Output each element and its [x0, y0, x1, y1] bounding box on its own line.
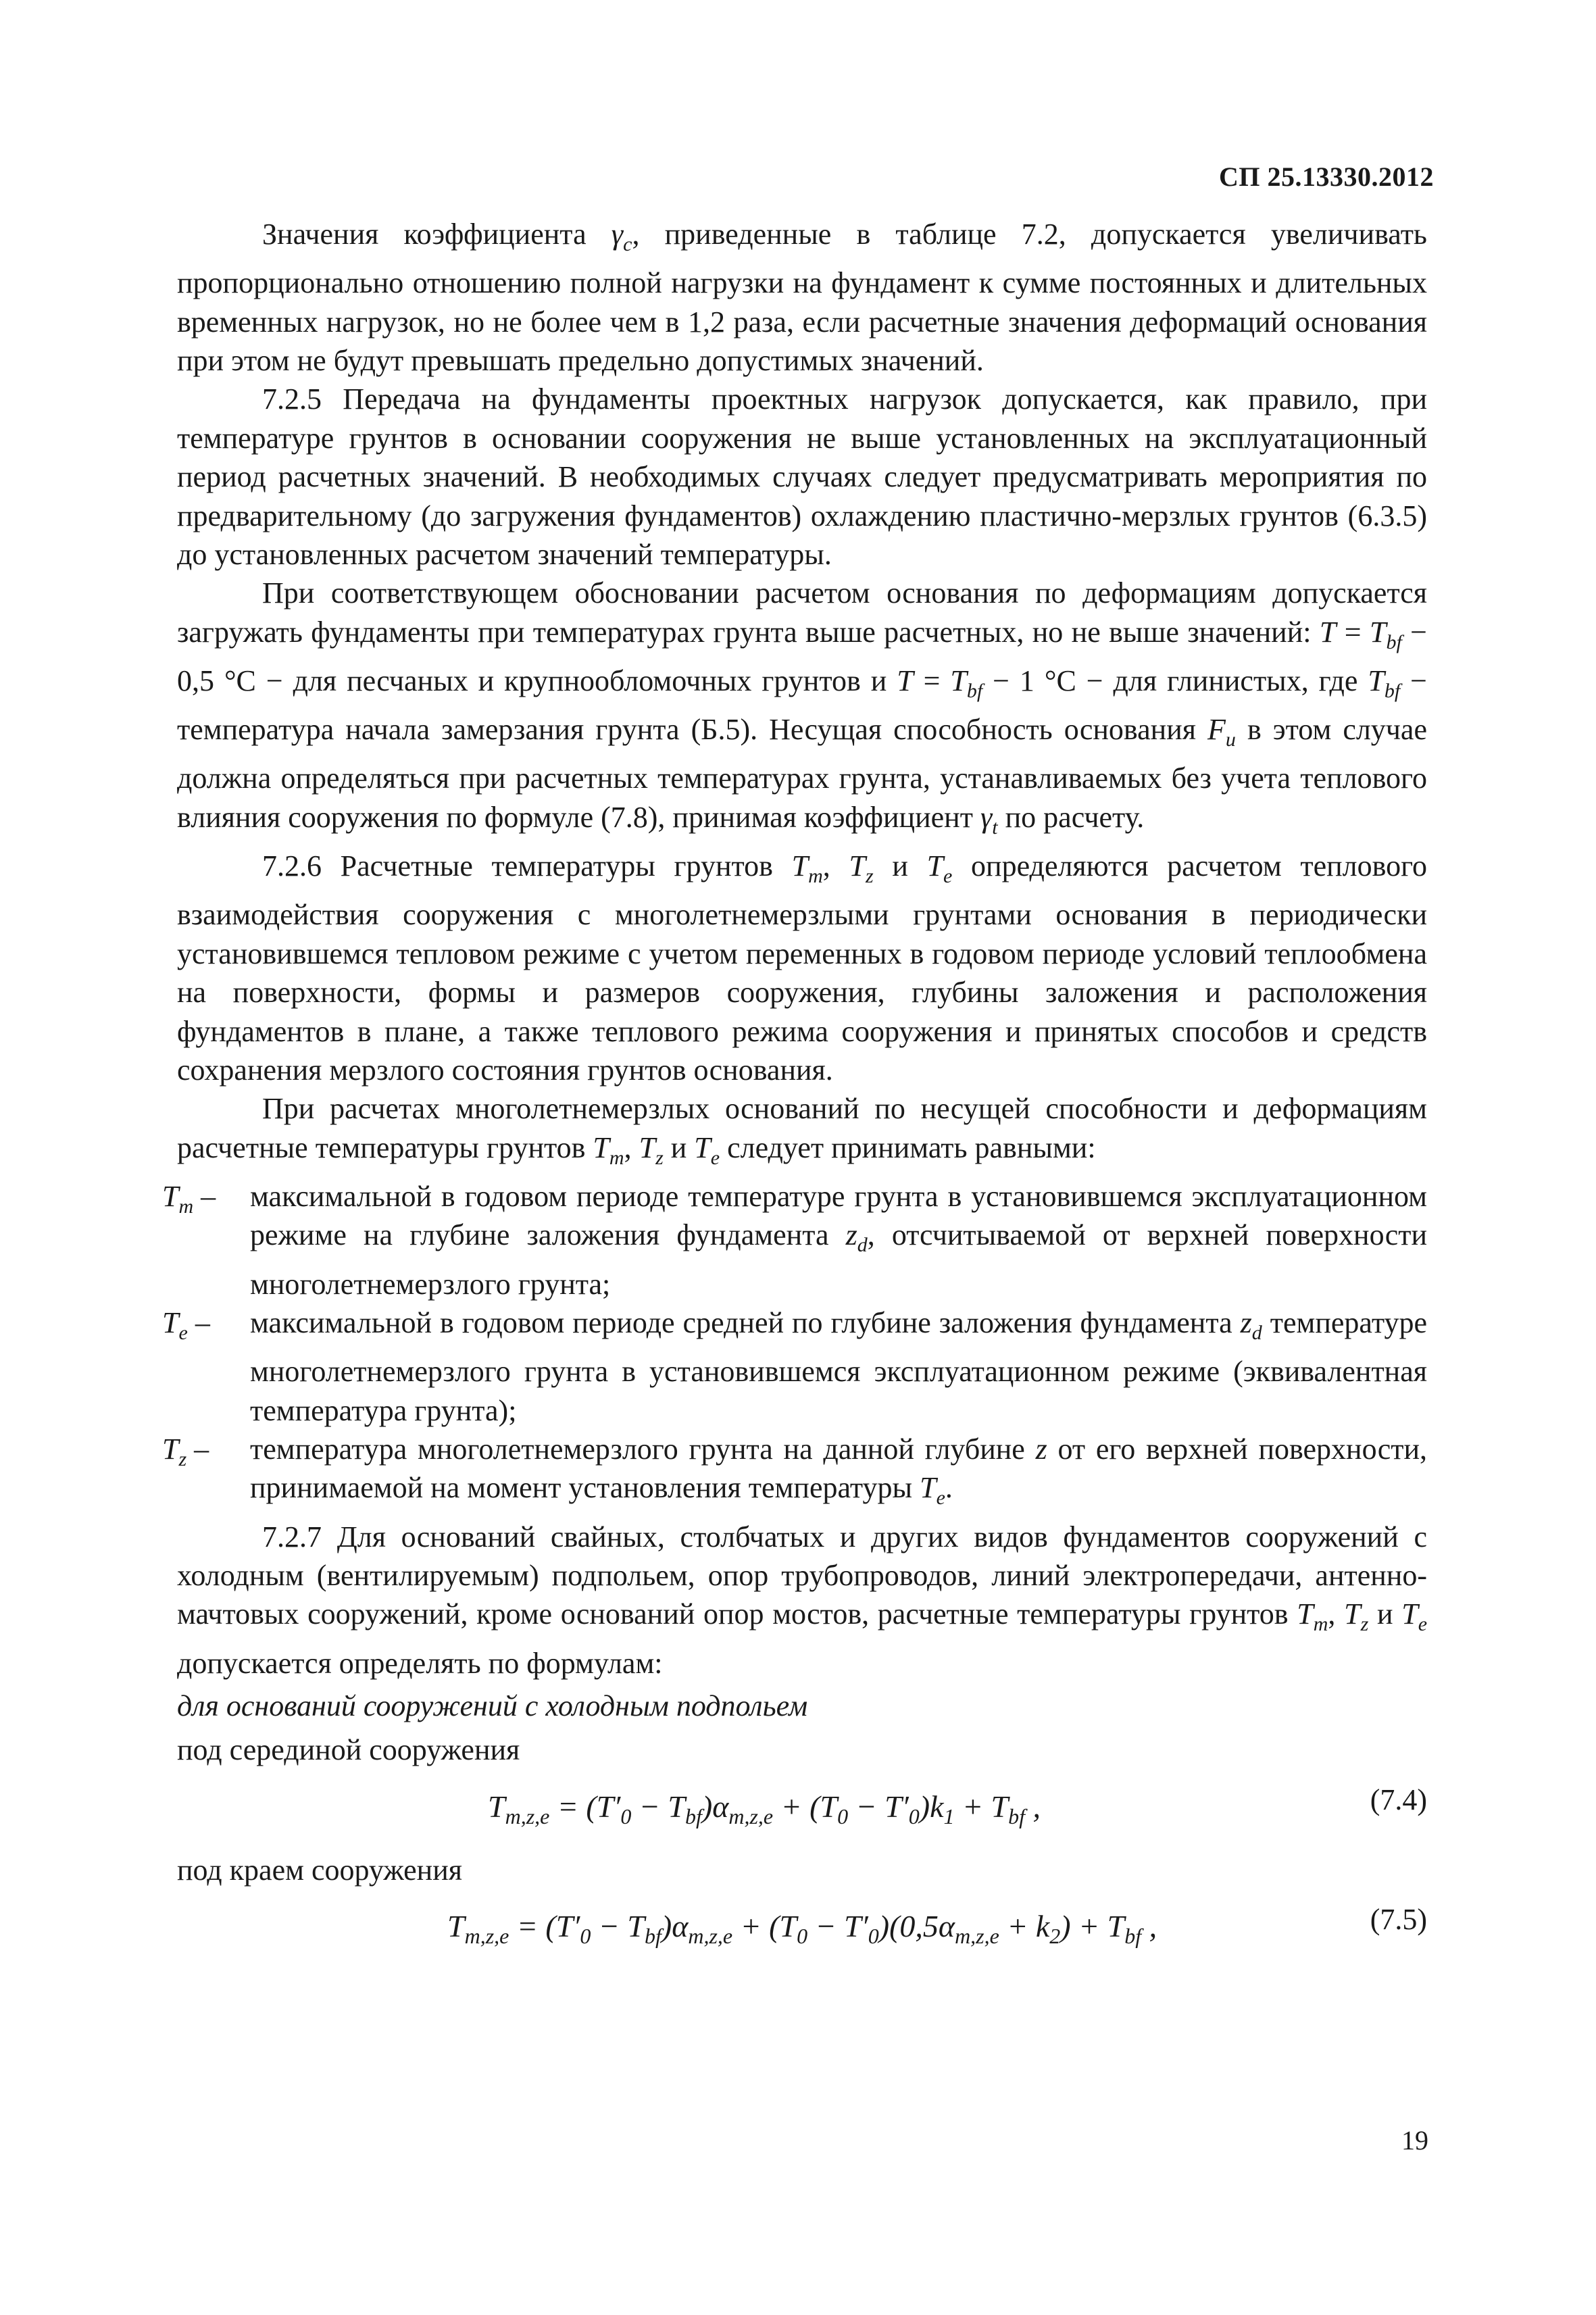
- label-edge: под краем сооружения: [177, 1853, 462, 1887]
- term-tz: $T_z$ –: [162, 1432, 209, 1470]
- formula-7-4-number: (7.4): [1370, 1783, 1427, 1816]
- paragraph-gamma-c: Значения коэффициента $\gamma_c$, приведенные в таблице 7.2, допускается увеличивать пропорционально отношению полной нагрузки на фундамент к сумме постоянных и длительных временных нагрузок, но не более чем в 1,2 раза, если расчетные значения деформаций основания при этом не будут превышать предельно допустимых значений.: [177, 218, 1427, 378]
- page-number: 19: [1401, 2125, 1428, 2156]
- document-code: СП 25.13330.2012: [1219, 161, 1434, 192]
- formula-7-5-expression: $T_{m,z,e} = (T'_0 - T_{bf})\alpha_{m,z,e} + (T_0 - T'_0)(0,5\alpha_{m,z,e} + k_2) + T_{bf}$ ,: [447, 1909, 1157, 1949]
- formula-7-5: [177, 1889, 1427, 1965]
- paragraph-7-2-5: 7.2.5 Передача на фундаменты проектных нагрузок допускается, как правило, при температуре грунтов в основании сооружения не выше установленных на эксплуатационный период расчетных значений. В необходимых случаях следует предусматривать мероприятия по предварительному (до загружения фундаментов) охлаждению пластично-мерзлых грунтов (6.3.5) до установленных расчетом значений температуры.: [177, 382, 1427, 572]
- paragraph-loading-conditions: При соответствующем обосновании расчетом основания по деформациям допускается загружать фундаменты при температурах грунта выше расчетных, но не выше значений: $T = T_{bf} - 0,5$ °С − для песчаных и крупнообломочных грунтов и $T = T_{bf} - 1$ °С − для глинистых, где $T_{bf}$ − температура начала замерзания грунта (Б.5). Несущая способность основания $F_u$ в этом случае должна определяться при расчетных температурах грунта, устанавливаемых без учета теплового влияния сооружения по формуле (7.8), принимая коэффициент $\gamma_t$ по расчету.: [177, 576, 1427, 839]
- formula-7-4-expression: $T_{m,z,e} = (T'_0 - T_{bf})\alpha_{m,z,e} + (T_0 - T'_0)k_1 + T_{bf}$ ,: [488, 1789, 1041, 1828]
- italic-subheading: для оснований сооружений с холодным подпольем: [177, 1689, 808, 1722]
- definition-tm: $T_m$ – максимальной в годовом периоде температуре грунта в установившемся эксплуатационном режиме на глубине заложения фундамента $z_d$, отсчитываемой от верхней поверхности многолетнемерзлого грунта;: [177, 1177, 1427, 1303]
- definitions-list: [162, 1177, 1427, 1518]
- page-content: [162, 215, 1428, 1965]
- formula-7-5-number: (7.5): [1370, 1903, 1427, 1937]
- paragraph-design-temperatures: При расчетах многолетнемерзлых оснований по несущей способности и деформациям расчетные температуры грунтов $T_m$, $T_z$ и $T_e$ следует принимать равными:: [177, 1092, 1427, 1169]
- definition-tz: $T_z$ – температура многолетнемерзлого грунта на данной глубине z от его верхней поверхности, принимаемой на момент установления температуры $T_e$.: [177, 1430, 1427, 1518]
- paragraph-7-2-7: 7.2.7 Для оснований свайных, столбчатых и других видов фундаментов сооружений с холодным (вентилируемым) подпольем, опор трубопроводов, линий электропередачи, антенно-мачтовых сооружений, кроме оснований опор мостов, расчетные температуры грунтов $T_m$, $T_z$ и $T_e$ допускается определять по формулам:: [177, 1520, 1428, 1680]
- label-middle: под серединой сооружения: [177, 1733, 520, 1767]
- term-te: $T_e$ –: [162, 1305, 210, 1344]
- paragraph-7-2-6: 7.2.6 Расчетные температуры грунтов $T_m$, $T_z$ и $T_e$ определяются расчетом теплового взаимодействия сооружения с многолетнемерзлыми грунтами основания в периодически установившемся тепловом режиме с учетом переменных в годовом периоде условий теплообмена на поверхности, формы и размеров сооружения, глубины заложения и расположения фундаментов в плане, а также теплового режима сооружения и принятых способов и средств сохранения мерзлого состояния грунтов основания.: [177, 849, 1428, 1087]
- definition-te: $T_e$ – максимальной в годовом периоде средней по глубине заложения фундамента $z_d$ температуре многолетнемерзлого грунта в установившемся эксплуатационном режиме (эквивалентная температура грунта);: [177, 1303, 1427, 1430]
- term-tm: $T_m$ –: [162, 1179, 216, 1218]
- formula-7-4: [177, 1770, 1427, 1845]
